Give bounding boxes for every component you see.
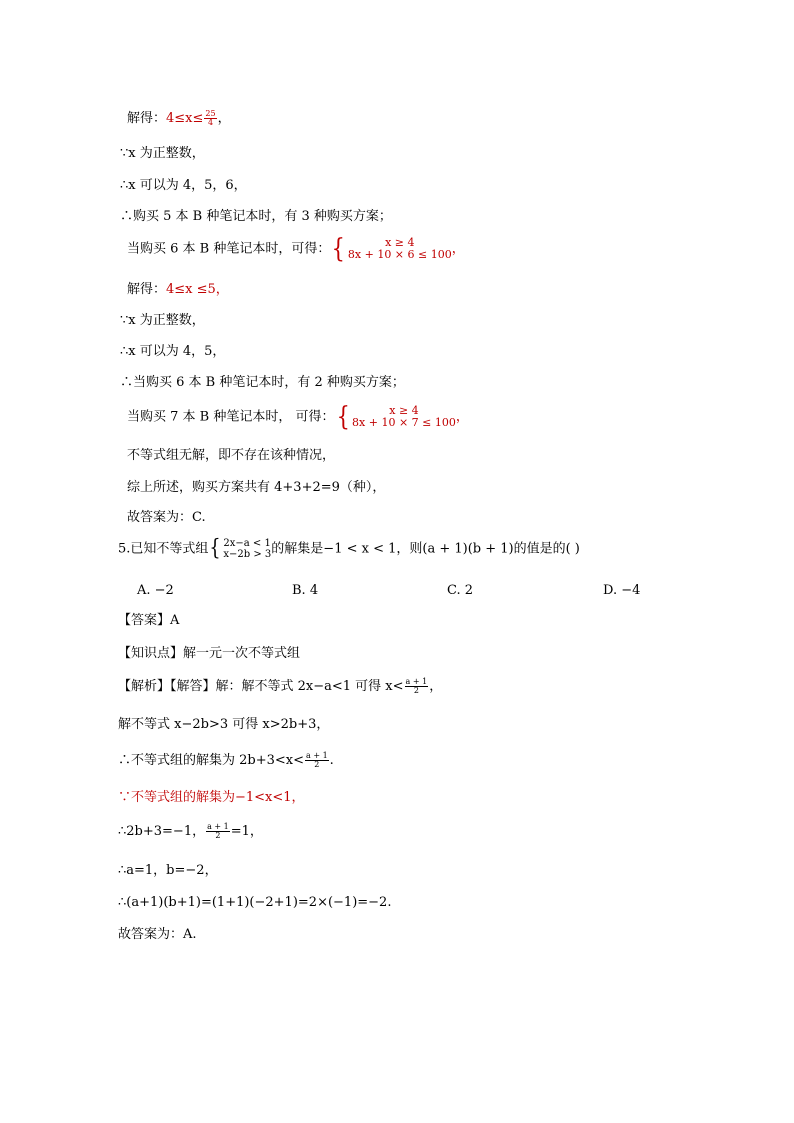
fraction-a-plus-1-over-2: $\frac{a + 1}{2}$ [306, 751, 328, 769]
line-x-values-1: ∴x 可以为 4，5，6， [120, 178, 247, 193]
analysis-line-1: 【解析】【解答】解：解不等式 2x−a<1 可得 x< $\frac{a + 1}{2}$ ， [118, 677, 443, 695]
answer-label: 【答案】A [118, 613, 180, 628]
fraction-25-over-4: $\frac{25}{4}$ [205, 109, 216, 127]
option-d: D. −4 [603, 583, 641, 598]
analysis-line-3: ∴不等式组的解集为 2b+3<x< $\frac{a + 1}{2}$ . [118, 751, 334, 769]
line-case-5-books: ∴购买 5 本 B 种笔记本时，有 3 种购买方案； [120, 209, 392, 224]
line-solve-1: 解得：4≤x≤ $\frac{25}{4}$ ， [127, 109, 231, 127]
fraction-a-plus-1-over-2: $\frac{a + 1}{2}$ [405, 677, 428, 695]
inequality-system-q5: { 2x−a < 1 x−2b > 3 [209, 536, 272, 561]
line-answer-c: 故答案为：C. [127, 510, 206, 525]
line-positive-integer-2: ∵x 为正整数， [120, 313, 205, 328]
line-case-6-books: 当购买 6 本 B 种笔记本时，可得： { x ≥ 4 8x + 10 × 6 ≤ 100 ， [127, 234, 465, 264]
line-no-solution: 不等式组无解，即不存在该种情况， [127, 448, 336, 463]
analysis-line-8: 故答案为：A. [118, 927, 197, 942]
analysis-line-6: ∴a=1，b=−2， [118, 863, 218, 878]
line-case-7-books: 当购买 7 本 B 种笔记本时， 可得： { x ≥ 4 8x + 10 × 7 ≤ 100 ， [127, 402, 469, 432]
analysis-line-5: ∴2b+3=−1， $\frac{a + 1}{2}$ =1， [118, 822, 263, 840]
line-positive-integer-1: ∵x 为正整数， [120, 146, 205, 161]
line-case-6-result: ∴当购买 6 本 B 种笔记本时，有 2 种购买方案； [120, 375, 405, 390]
analysis-line-7: ∴(a+1)(b+1)=(1+1)(−2+1)=2×(−1)=−2. [118, 895, 392, 910]
option-a: A. −2 [137, 583, 174, 598]
line-total-plans: 综上所述，购买方案共有 4+3+2=9（种）， [127, 480, 386, 495]
inequality-system-7: { x ≥ 4 8x + 10 × 7 ≤ 100 [336, 402, 456, 432]
line-x-values-2: ∴x 可以为 4，5， [120, 344, 226, 359]
knowledge-point: 【知识点】解一元一次不等式组 [118, 646, 301, 661]
analysis-line-2: 解不等式 x−2b>3 可得 x>2b+3， [118, 717, 330, 732]
analysis-line-4: ∵不等式组的解集为−1<x<1， [118, 790, 305, 805]
option-b: B. 4 [292, 583, 319, 598]
line-solve-2: 解得：4≤x ≤5， [127, 282, 229, 297]
inequality-system-6: { x ≥ 4 8x + 10 × 6 ≤ 100 [332, 234, 452, 264]
fraction-a-plus-1-over-2: $\frac{a + 1}{2}$ [207, 822, 229, 840]
option-c: C. 2 [447, 583, 474, 598]
question-5: 5.已知不等式组 { 2x−a < 1 x−2b > 3 的解集是−1 < x < 1，则(a + 1)(b + 1)的值是的( ) [118, 536, 580, 561]
